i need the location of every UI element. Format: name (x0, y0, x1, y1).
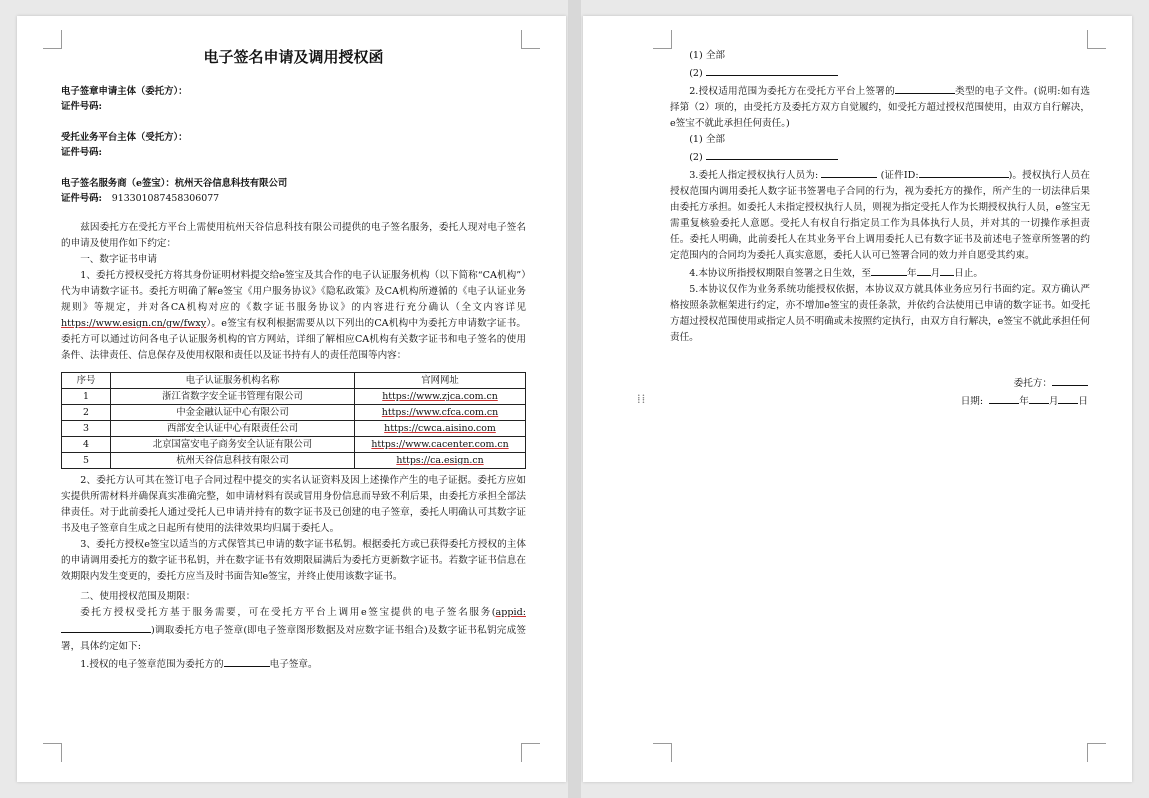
table-row (62, 453, 526, 469)
table-link[interactable]: https://www.zjca.com.cn (355, 389, 526, 405)
ca-institution-table (61, 372, 526, 469)
party-id-label: 证件号码: (61, 147, 102, 158)
section-2-intro: 委托方授权受托方基于服务需要，可在受托方平台上调用e签宝提供的电子签名服务(appid:)调取委托方电子签章(即电子签章图形数据及对应数字证书组合)及数字证书私钥完成签署，具体约定如下: (61, 607, 526, 652)
table-link[interactable]: https://cwca.aisino.com (355, 421, 526, 437)
crop-mark (653, 743, 672, 762)
table-header-row (62, 373, 526, 389)
page-1-body (61, 46, 526, 673)
sign-day-blank[interactable] (1058, 392, 1078, 404)
section-1-clause-3: 3、委托方授权e签宝以适当的方式保管其已申请的数字证书私钥。根据委托方或已获得委托方授权的主体的申请调用委托方的数字证书私钥，并在数字证书有效期限届满后为委托方更新数字证书。若数字证书信息在效期限内发生变更的，委托方应当及时书面告知e签宝，并终止使用该数字证书。 (61, 539, 526, 582)
table-link[interactable]: https://www.cfca.com.cn (355, 405, 526, 421)
table-cell: 杭州天谷信息科技有限公司 (111, 453, 355, 469)
crop-mark (653, 30, 672, 49)
section-2-item-2: 2.授权适用范围为委托方在受托方平台上签署的 类型的电子文件。(说明:如有选择第（2）项的，由受托方及委托方双方自觉履约，如受托方超过授权范围使用，由双方自行解决，e签宝不就此承担任何责任。) (670, 82, 1090, 132)
table-cell: 中金金融认证中心有限公司 (111, 405, 355, 421)
section-2-item-5: 5.本协议仅作为业务系统功能授权依据，本协议双方就具体业务应另行书面约定。双方确认严格按照条款框架进行约定，亦不增加e签宝的责任条款，并依约合法使用已申请的数字证书。如受托方超过授权范围使用或指定人员不明确或未按照约定执行，由双方自行解决，e签宝不就此承担任何责任。 (670, 284, 1090, 343)
table-cell: 1 (62, 389, 111, 405)
party-platform (61, 130, 526, 160)
table-row (62, 405, 526, 421)
appid-blank[interactable] (61, 621, 151, 633)
end-year-blank[interactable] (871, 264, 907, 276)
table-cell: 4 (62, 437, 111, 453)
party-label: 受托业务平台主体（受托方）： (61, 132, 188, 143)
party-label: 电子签名服务商（e签宝）：杭州天谷信息科技有限公司 (61, 178, 288, 189)
column-header: 电子认证服务机构名称 (111, 373, 355, 389)
document-page-2 (583, 16, 1132, 782)
party-service-provider (61, 176, 526, 206)
option-other-blank[interactable] (706, 64, 838, 76)
table-row (62, 437, 526, 453)
table-cell: 北京国富安电子商务安全认证有限公司 (111, 437, 355, 453)
end-day-blank[interactable] (940, 264, 954, 276)
document-page-1 (17, 16, 566, 782)
section-1-clause-1: 1、委托方授权受托方将其身份证明材料提交给e签宝及其合作的电子认证服务机构（以下简称“CA机构”）代为申请数字证书。委托方明确了解e签宝《用户服务协议》《隐私政策》及CA机构所遵循的《电子认证业务规则》等规定，并对各CA机构对应的《数字证书服务协议》的内容进行充分确认（全文内容详见https://www.esign.cn/gw/fwxy）。e签宝有权利根据需要从以下列出的CA机构中为委托方申请数字证书。委托方可以通过访问各电子认证服务机构的官方网站，详细了解相应CA机构有关数字证书和电子签名的使用条件、法律责任、信息保存及使用权限和责任以及证书持有人的责任范围等内容： (61, 270, 526, 361)
option-other: (2) (670, 148, 1090, 166)
executor-id-blank[interactable] (919, 166, 1009, 178)
section-2-item-4: 4.本协议所指授权期限自签署之日生效，至 年 月 日止。 (670, 264, 1090, 282)
table-link[interactable]: https://www.cacenter.com.cn (355, 437, 526, 453)
table-cell: 西部安全认证中心有限责任公司 (111, 421, 355, 437)
agreement-link[interactable]: https://www.esign.cn/gw/fwxy (61, 318, 207, 329)
table-cell: 5 (62, 453, 111, 469)
table-link[interactable]: https://ca.esign.cn (355, 453, 526, 469)
column-header: 官网网址 (355, 373, 526, 389)
party-principal (61, 84, 526, 114)
option-all: (1) 全部 (689, 50, 726, 61)
column-header: 序号 (62, 373, 111, 389)
intro-paragraph: 兹因委托方在受托方平台上需使用杭州天谷信息科技有限公司提供的电子签名服务，委托人现对电子签名的申请及使用作如下约定： (61, 222, 526, 249)
crop-mark (1087, 743, 1106, 762)
executor-name-blank[interactable] (821, 166, 877, 178)
section-1-clause-2: 2、委托方认可其在签订电子合同过程中提交的实名认证资料及因上述操作产生的电子证据。委托方应如实提供所需材料并确保真实准确完整，如申请材料有误或冒用身份信息而导致不利后果，由委托方承担全部法律责任。对于此前委托人通过受托人已申请并持有的数字证书及已创建的电子签章，委托人明确认可其数字证书及电子签章自生成之日起所有使用的法律效果均归属于委托人。 (61, 475, 526, 534)
table-cell: 2 (62, 405, 111, 421)
page-2-body (670, 48, 1090, 410)
section-2-title: 二、使用授权范围及期限： (80, 591, 196, 602)
option-other: (2) (670, 64, 1090, 82)
drag-handle-icon[interactable]: ⁞⁞ (637, 392, 647, 407)
page-gap (568, 0, 581, 798)
table-row (62, 421, 526, 437)
sign-month-blank[interactable] (1029, 392, 1049, 404)
section-1-title: 一、数字证书申请 (80, 254, 157, 265)
signature-blank[interactable] (1052, 374, 1088, 386)
party-id: 证件号码: 913301087458306077 (61, 193, 220, 204)
table-cell: 浙江省数字安全证书管理有限公司 (111, 389, 355, 405)
crop-mark (1087, 30, 1106, 49)
signature-block (670, 374, 1090, 410)
seal-scope-blank[interactable] (224, 655, 270, 667)
document-title: 电子签名申请及调用授权函 (203, 48, 384, 66)
crop-mark (521, 743, 540, 762)
table-row (62, 389, 526, 405)
option-all: (1) 全部 (689, 134, 726, 145)
section-2-item-1: 1.授权的电子签章范围为委托方的 电子签章。 (61, 655, 526, 673)
file-type-blank[interactable] (895, 82, 955, 94)
signature-date: 日期: 年 月 日 (670, 392, 1088, 410)
option-other-blank[interactable] (706, 148, 838, 160)
crop-mark (43, 743, 62, 762)
section-2-item-3: 3.委托人指定授权执行人员为: (证件ID: )。授权执行人员在授权范围内调用委托人数字证书签署电子合同的行为，视为委托方的操作，所产生的一切法律后果由委托方承担。如委托人未指定授权执行人员，则视为指定受托人作为长期授权执行人员，e签宝无需重复核验委托人意愿。受托人有权自行指定员工作为具体执行人员，并对其的一切操作承担责任。委托人明确，此前委托人在其业务平台上调用委托人已有数字证书及前述电子签章所签署的约定范围内的合同均为委托人真实意愿，委托人认可已签署合同的效力并自愿受其约束。 (670, 166, 1090, 264)
party-id-value: 913301087458306077 (111, 193, 220, 204)
party-id-label: 证件号码: (61, 101, 102, 112)
sign-year-blank[interactable] (989, 392, 1019, 404)
signature-party: 委托方： (670, 374, 1088, 392)
party-label: 电子签章申请主体（委托方）： (61, 86, 188, 97)
end-month-blank[interactable] (917, 264, 931, 276)
table-cell: 3 (62, 421, 111, 437)
crop-mark (43, 30, 62, 49)
